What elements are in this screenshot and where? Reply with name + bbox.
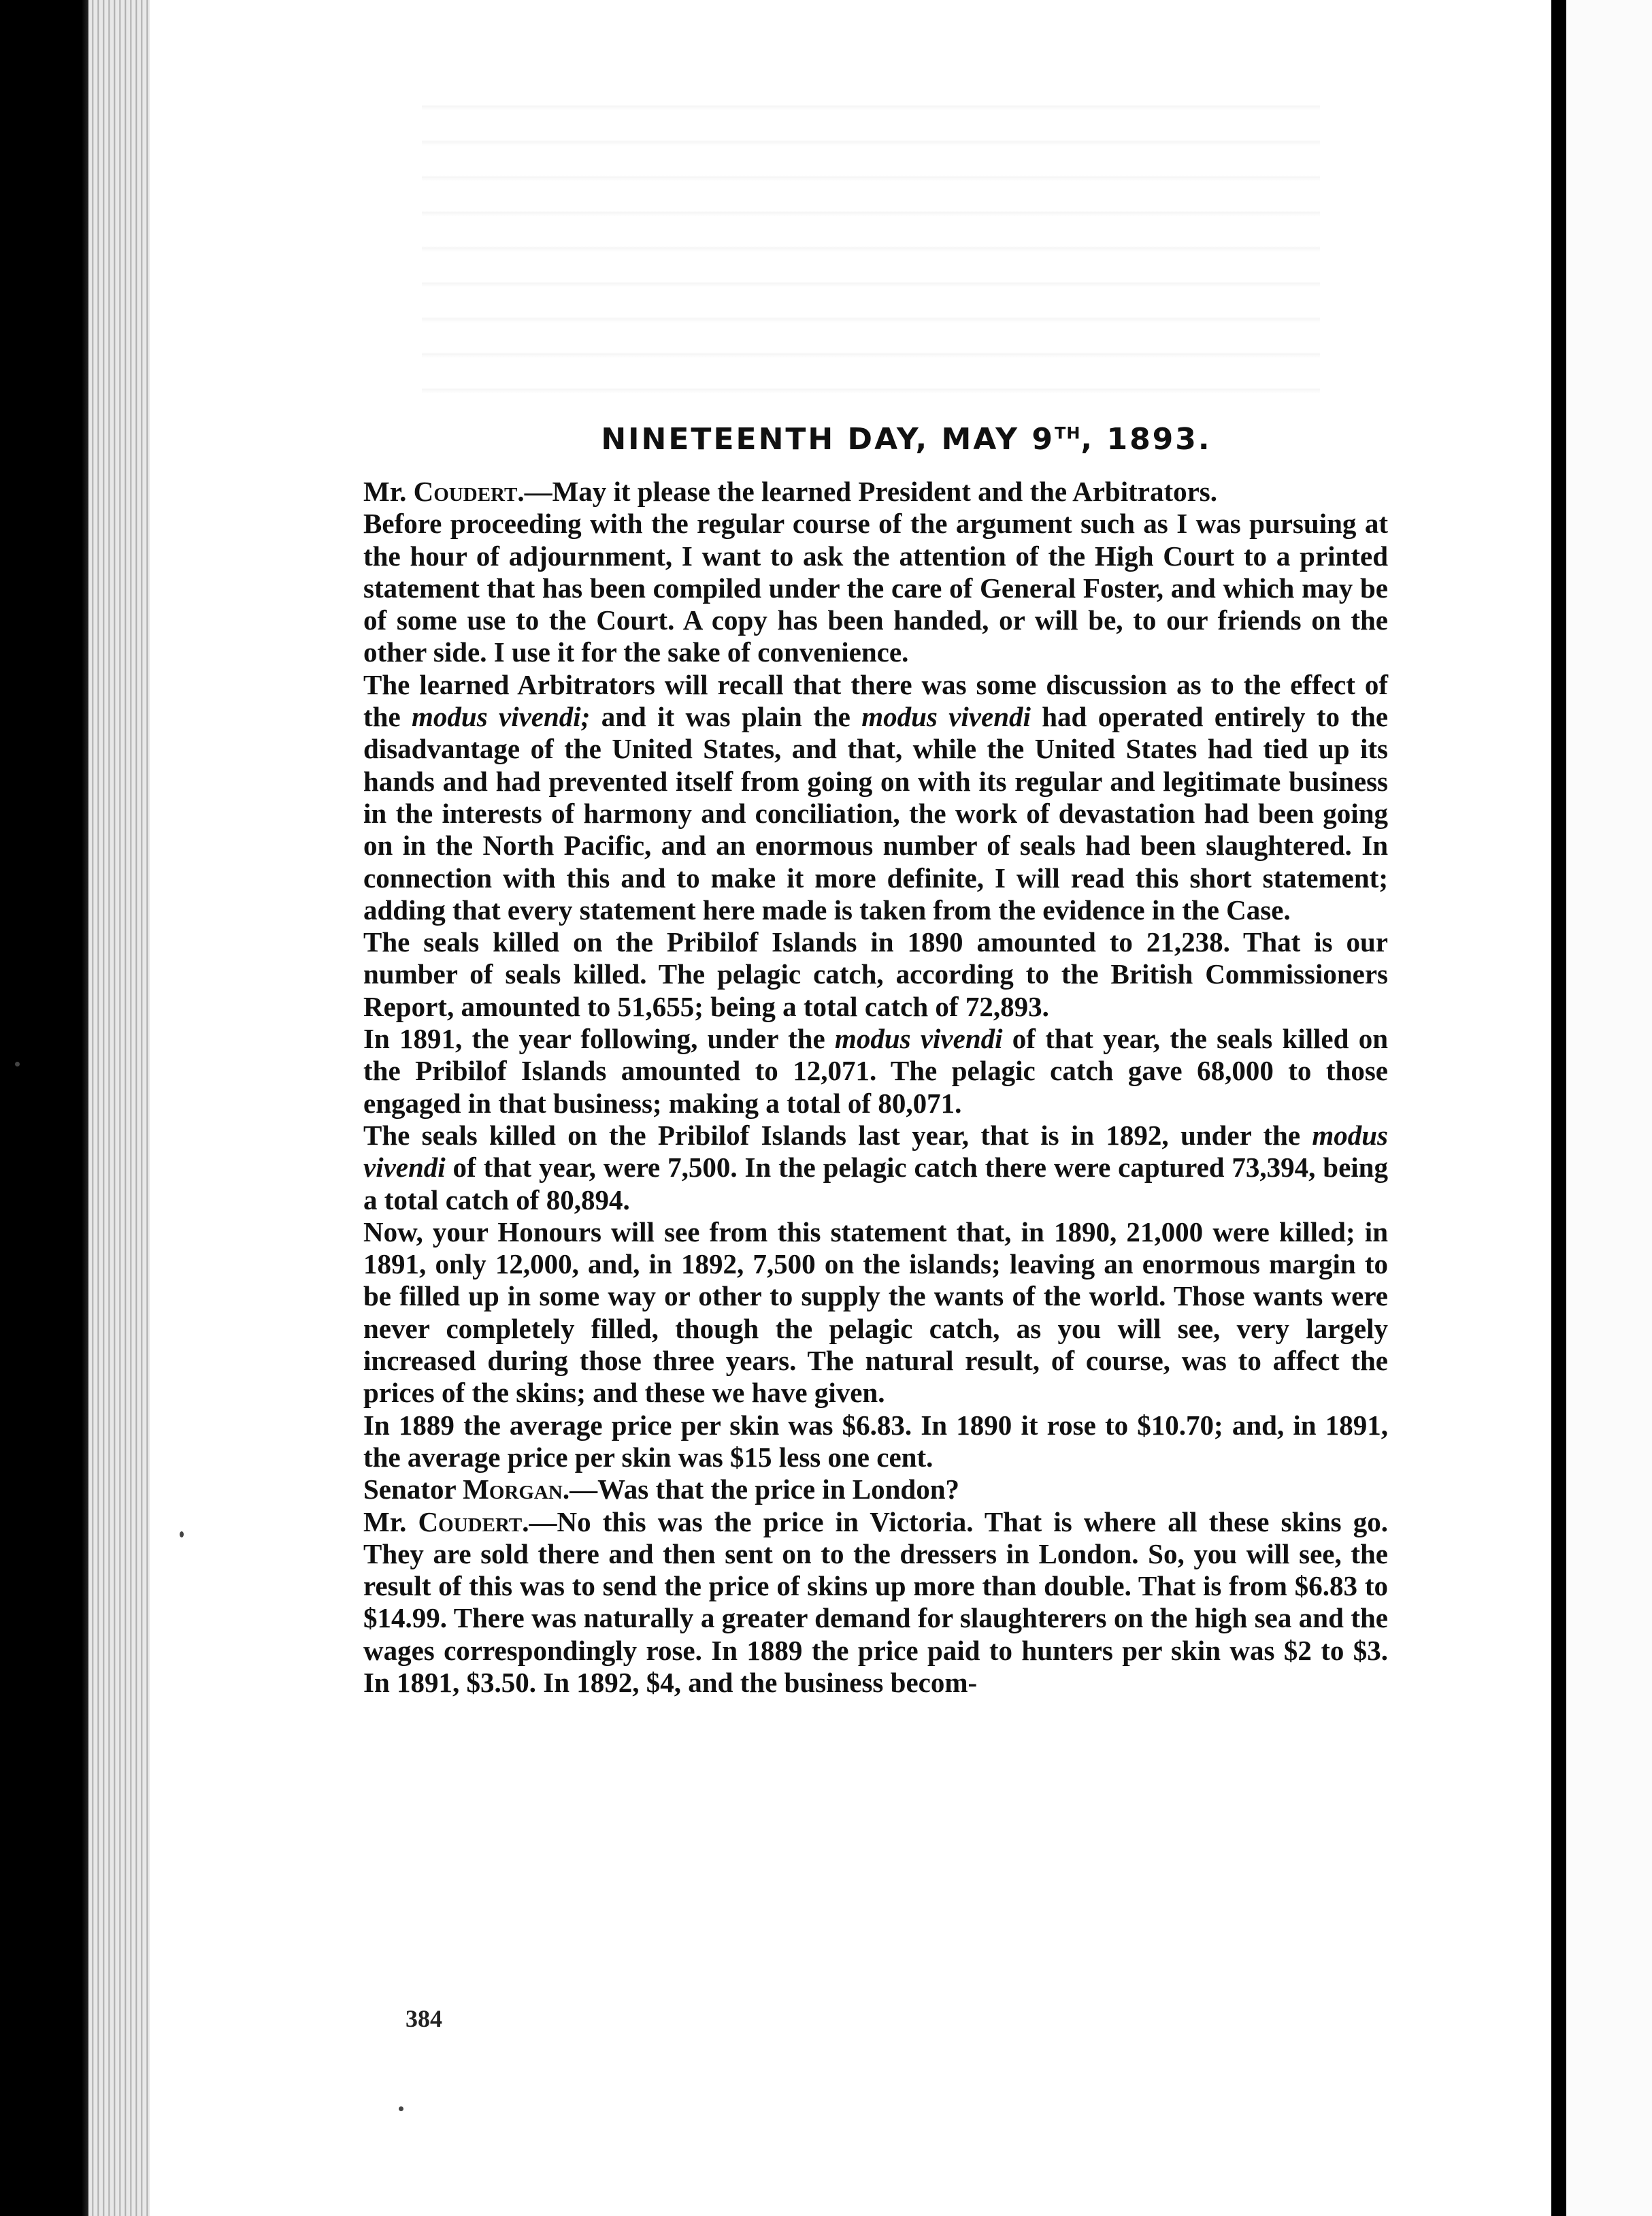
paragraph-text: Now, your Honours will see from this statement that, in 1890, 21,000 were killed; in 1891, only 12,000, and, in 1892, 7,500 on the islands; leaving an enormous margin to be filled up in some way or other to supply the wants of the world. Those wants were never completely filled, though the pelagic catch, as you will see, very largely increased during those three years. The natural result, of course, was to affect the prices of the skins; and these we have given. <box>363 1216 1388 1409</box>
paragraph-text: In 1889 the average price per skin was $6.83. In 1890 it rose to $10.70; and, in 1891, the average price per skin was $15 less one cent. <box>363 1409 1388 1473</box>
page-content <box>363 422 1388 1699</box>
paragraph-text: of that year, were 7,500. In the pelagic catch there were captured 73,394, being a total catch of 80,894. <box>363 1152 1388 1216</box>
paragraph <box>363 508 1388 668</box>
scan-speck <box>15 1062 20 1066</box>
facing-page-edge <box>1566 0 1652 2216</box>
speaker-name: Coudert <box>413 476 518 507</box>
paragraph-text: Mr. <box>363 1505 418 1537</box>
paragraph <box>363 1410 1388 1474</box>
paragraph-text: .—No this was the price in Victoria. That is where all these skins go. They are sold there and then sent on to the dressers in London. So, you will see, the result of this was to send the price of skins up more than double. That is from $6.83 to $14.99. There was naturally a greater demand for slaughterers on the high sea and the wages correspondingly rose. In 1889 the price paid to hunters per skin was $2 to $3. In 1891, $3.50. In 1892, $4, and the business becom- <box>363 1505 1388 1698</box>
paragraph <box>363 1023 1388 1120</box>
speaker-name: Coudert <box>418 1505 523 1537</box>
paragraph-text: Before proceeding with the regular course of the argument such as I was pursuing at the hour of adjournment, I want to ask the attention of the High Court to a printed statement that has been compiled under the care of General Foster, and which may be of some use to the Court. A copy has been handed, or will be, to our friends on the other side. I use it for the sake of convenience. <box>363 508 1388 668</box>
paragraph <box>363 1120 1388 1216</box>
paragraph <box>363 669 1388 926</box>
paragraph <box>363 1506 1388 1699</box>
paragraph-text: The seals killed on the Pribilof Islands in 1890 amounted to 21,238. That is our number of seals killed. The pelagic catch, according to the British Commissioners Report, amounted to 51,655; being a total catch of 72,893. <box>363 926 1388 1022</box>
paragraph <box>363 926 1388 1023</box>
book-page-edges <box>88 0 156 2216</box>
italic-term: modus vivendi <box>861 701 1031 733</box>
paragraph-text: Senator <box>363 1473 463 1505</box>
italic-term: modus vivendi <box>834 1023 1003 1055</box>
scan-speck <box>180 1531 184 1537</box>
scan-speck <box>399 2106 403 2111</box>
paragraph <box>363 1216 1388 1410</box>
paragraph-text: The learned Arbitrators will recall that there was some discussion as to the effect of the <box>363 668 1388 733</box>
body-text <box>363 476 1388 1699</box>
paragraph-text: The seals killed on the Pribilof Islands last year, that is in 1892, under the <box>363 1119 1312 1151</box>
heading-year: , 1893. <box>1080 422 1212 457</box>
paragraph-text: .—May it please the learned President and the Arbitrators. <box>517 476 1217 507</box>
show-through-bleed <box>422 75 1320 402</box>
italic-term: modus vivendi <box>363 1119 1388 1184</box>
paragraph <box>363 476 1388 508</box>
page-heading <box>363 422 1388 457</box>
paragraph-text: of that year, the seals killed on the Pribilof Islands amounted to 12,071. The pelagic catch gave 68,000 to those engaged in that business; making a total of 80,071. <box>363 1023 1389 1119</box>
page-gutter <box>1551 0 1566 2216</box>
heading-text: NINETEENTH DAY, MAY 9 <box>601 422 1055 457</box>
speaker-name: Morgan <box>463 1473 563 1505</box>
paragraph-text: had operated entirely to the disadvantage of the United States, and that, while the United States had tied up its hands and had prevented itself from going on with its regular and legitimate business in the interests of harmony and conciliation, the work of devastation had been going on in the North Pacific, and an enormous number of seals had been slaughtered. In connection with this and to make it more definite, I will read this short statement; adding that every statement here made is taken from the evidence in the Case. <box>363 701 1389 926</box>
paragraph-text: and it was plain the <box>590 701 862 733</box>
page-number: 384 <box>406 2005 442 2032</box>
paragraph-text: In 1891, the year following, under the <box>363 1023 835 1055</box>
paragraph-text: Mr. <box>363 476 414 507</box>
paragraph-text: .—Was that the price in London? <box>562 1473 960 1505</box>
paragraph <box>363 1473 1388 1505</box>
heading-superscript: TH <box>1054 423 1081 443</box>
italic-term: modus vivendi; <box>412 701 591 733</box>
